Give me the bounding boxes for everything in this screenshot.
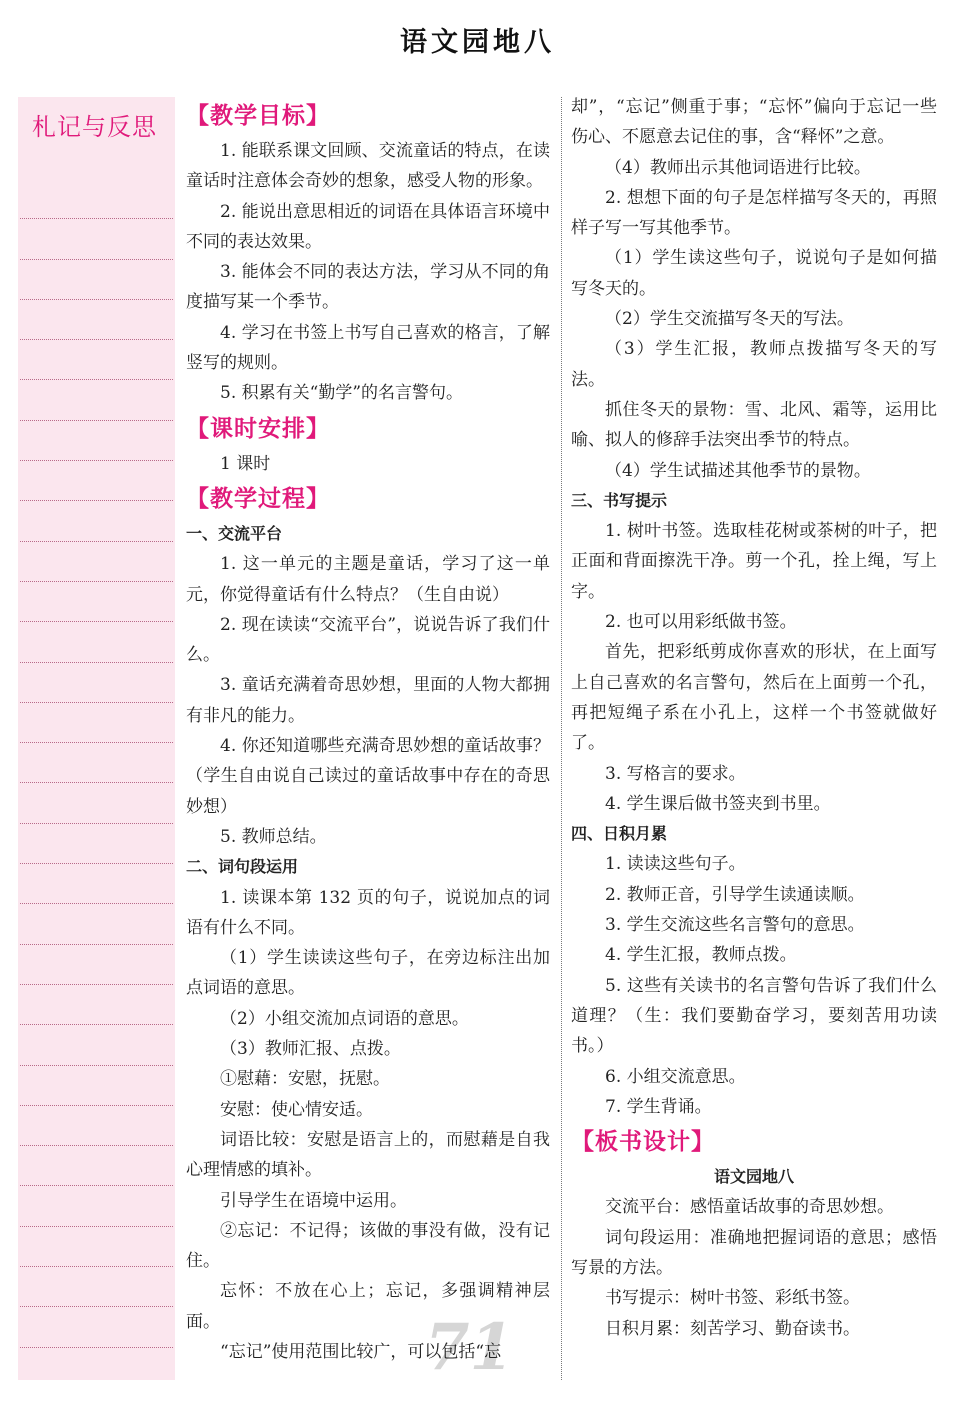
paragraph: ①慰藉：安慰，抚慰。 — [220, 1069, 390, 1090]
note-line — [20, 743, 173, 783]
note-line — [20, 904, 173, 944]
paragraph: （1）学生读这些句子，说说句子是如何描写冬天的。 — [571, 248, 937, 299]
paragraph: （3）学生汇报，教师点拨描写冬天的写法。 — [571, 339, 937, 390]
note-line — [20, 1227, 173, 1267]
note-line — [20, 1146, 173, 1186]
paragraph: （2）学生交流描写冬天的写法。 — [605, 309, 854, 330]
note-lines — [20, 179, 173, 1348]
paragraph: 5. 教师总结。 — [220, 826, 327, 847]
paragraph: 词句段运用：准确地把握词语的意思；感悟写景的方法。 — [571, 1227, 937, 1278]
paragraph: 1. 这一单元的主题是童话，学习了这一单元，你觉得童话有什么特点？（生自由说） — [186, 554, 550, 605]
note-line — [20, 622, 173, 662]
note-line — [20, 582, 173, 622]
paragraph: 5. 积累有关“勤学”的名言警句。 — [220, 383, 464, 404]
note-line — [20, 380, 173, 420]
paragraph: 1. 读课本第 132 页的句子，说说加点的词语有什么不同。 — [186, 887, 550, 938]
paragraph: 书写提示：树叶书签、彩纸书签。 — [605, 1288, 860, 1309]
paragraph: “忘记”使用范围比较广，可以包括“忘 — [220, 1341, 502, 1362]
paragraph: 4. 学生汇报，教师点拨。 — [605, 945, 797, 966]
paragraph: （1）学生读读这些句子，在旁边标注出加点词语的意思。 — [186, 948, 550, 999]
paragraph: 3. 写格言的要求。 — [605, 763, 746, 784]
paragraph: ②忘记：不记得；该做的事没有做，没有记住。 — [186, 1220, 550, 1272]
paragraph: 2. 现在读读“交流平台”，说说告诉了我们什么。 — [186, 614, 550, 666]
paragraph: 1. 树叶书签。选取桂花树或茶树的叶子，把正面和背面擦洗干净。剪一个孔，拴上绳，写上字。 — [571, 521, 937, 602]
paragraph: 2. 能说出意思相近的词语在具体语言环境中不同的表达效果。 — [186, 201, 550, 252]
subsection-heading: 三、书写提示 — [571, 490, 668, 510]
sidebar-title: 札记与反思 — [32, 113, 157, 141]
paragraph: 安慰：使心情安适。 — [220, 1099, 373, 1120]
note-line — [20, 300, 173, 340]
right-column — [571, 92, 937, 1344]
paragraph: （4）学生试描述其他季节的景物。 — [605, 460, 871, 481]
section-heading: 【教学目标】 — [186, 103, 330, 129]
paragraph: 3. 能体会不同的表达方法，学习从不同的角度描写某一个季节。 — [186, 262, 550, 313]
paragraph: 词语比较：安慰是语言上的，而慰藉是自我心理情感的填补。 — [186, 1129, 550, 1181]
subsection-heading: 一、交流平台 — [186, 523, 283, 543]
paragraph: 5. 这些有关读书的名言警句告诉了我们什么道理？（生：我们要勤奋学习，要刻苦用功读书。） — [571, 975, 937, 1057]
paragraph: （3）教师汇报、点拨。 — [220, 1039, 401, 1060]
section-heading: 【教学过程】 — [186, 485, 330, 512]
section-heading: 【板书设计】 — [571, 1129, 715, 1156]
paragraph: 却”，“忘记”侧重于事；“忘怀”偏向于忘记一些伤心、不愿意去记住的事，含“释怀”之意。 — [571, 97, 937, 148]
paragraph: 3. 童话充满着奇思妙想，里面的人物大都拥有非凡的能力。 — [186, 675, 550, 726]
paragraph: 抓住冬天的景物：雪、北风、霜等，运用比喻、拟人的修辞手法突出季节的特点。 — [571, 399, 937, 451]
note-line — [20, 1106, 173, 1146]
paragraph: 交流平台：感悟童话故事的奇思妙想。 — [605, 1197, 894, 1218]
paragraph: 2. 教师正音，引导学生读通读顺。 — [605, 884, 865, 905]
note-line — [20, 783, 173, 823]
note-line — [20, 824, 173, 864]
note-line — [20, 501, 173, 541]
paragraph: 4. 你还知道哪些充满奇思妙想的童话故事？（学生自由说自己读过的童话故事中存在的奇思妙想） — [186, 736, 550, 817]
paragraph: 4. 学习在书签上书写自己喜欢的格言，了解竖写的规则。 — [186, 322, 550, 374]
subsection-heading: 二、词句段运用 — [186, 857, 299, 877]
paragraph: 1 课时 — [220, 453, 271, 474]
paragraph: 日积月累：刻苦学习、勤奋读书。 — [605, 1318, 860, 1339]
paragraph: 首先，把彩纸剪成你喜欢的形状，在上面写上自己喜欢的名言警句，然后在上面剪一个孔，再把短绳子系在小孔上，这样一个书签就做好了。 — [571, 642, 937, 754]
paragraph: 7. 学生背诵。 — [605, 1096, 712, 1117]
note-line — [20, 461, 173, 501]
note-line — [20, 340, 173, 380]
note-line — [20, 985, 173, 1025]
paragraph: 1. 读读这些句子。 — [605, 854, 746, 875]
note-line — [20, 1267, 173, 1307]
paragraph: 忘怀：不放在心上；忘记，多强调精神层面。 — [186, 1281, 550, 1332]
board-title: 语文园地八 — [713, 1167, 794, 1187]
note-line — [20, 179, 173, 219]
note-line — [20, 1307, 173, 1347]
note-line — [20, 1025, 173, 1065]
note-line — [20, 421, 173, 461]
section-heading: 【课时安排】 — [186, 415, 330, 442]
left-column — [186, 96, 550, 1367]
note-line — [20, 864, 173, 904]
note-line — [20, 219, 173, 259]
paragraph: （2）小组交流加点词语的意思。 — [220, 1008, 469, 1029]
page-title: 语文园地八 — [400, 27, 555, 58]
paragraph: 3. 学生交流这些名言警句的意思。 — [605, 915, 865, 936]
paragraph: 1. 能联系课文回顾、交流童话的特点，在读童话时注意体会奇妙的想象，感受人物的形象。 — [186, 141, 550, 192]
paragraph: 2. 想想下面的句子是怎样描写冬天的，再照样子写一写其他季节。 — [571, 187, 937, 239]
subsection-heading: 四、日积月累 — [571, 824, 668, 844]
column-divider — [561, 97, 562, 1380]
note-line — [20, 260, 173, 300]
paragraph: 6. 小组交流意思。 — [605, 1066, 746, 1087]
note-line — [20, 1186, 173, 1226]
note-line — [20, 703, 173, 743]
page-number: 71 — [425, 1310, 515, 1385]
paragraph: 2. 也可以用彩纸做书签。 — [605, 612, 797, 633]
note-line — [20, 663, 173, 703]
note-line — [20, 542, 173, 582]
paragraph: 4. 学生课后做书签夹到书里。 — [605, 793, 831, 814]
note-line — [20, 945, 173, 985]
notes-sidebar — [18, 97, 175, 1380]
note-line — [20, 1066, 173, 1106]
paragraph: 引导学生在语境中运用。 — [220, 1190, 407, 1211]
paragraph: （4）教师出示其他词语进行比较。 — [605, 157, 871, 178]
